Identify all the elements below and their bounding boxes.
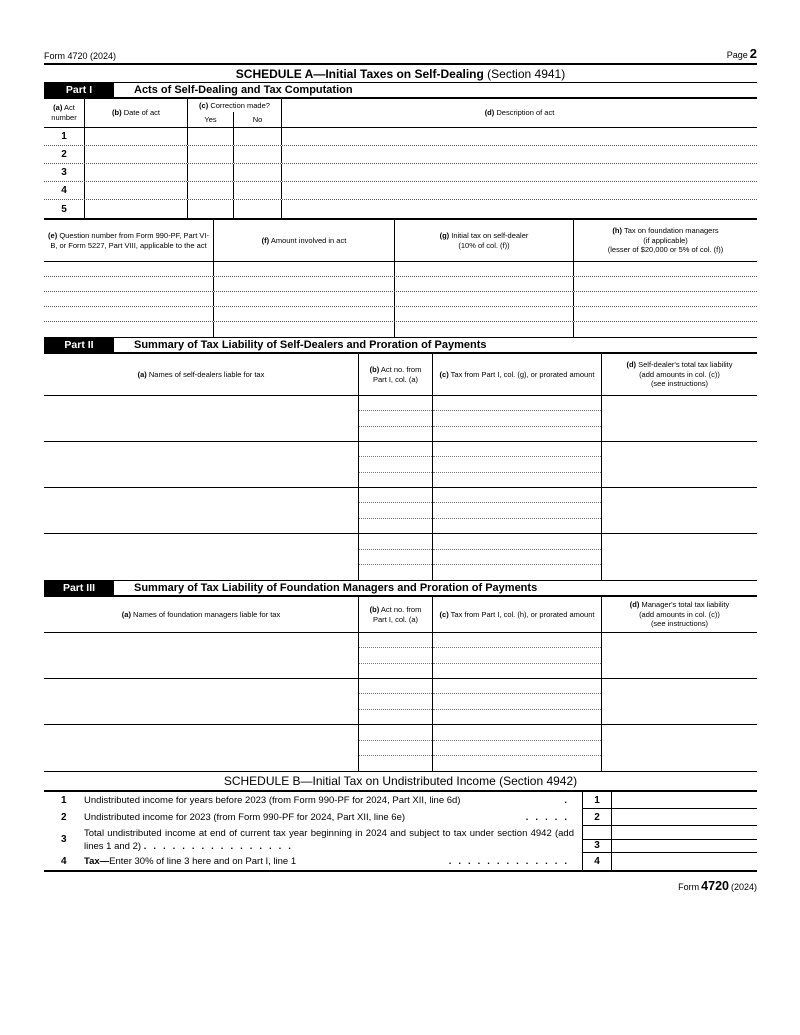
dot-leaders: ................ — [143, 840, 298, 852]
part3-group3-tax-cell-2[interactable] — [433, 741, 601, 757]
part2-body — [44, 396, 757, 580]
part1-row5-initial-tax-cell[interactable] — [395, 322, 574, 337]
part1-act-row-2 — [44, 146, 757, 164]
page-number: Page 2 — [726, 46, 757, 61]
part1-row3-correction-yes-cell[interactable] — [188, 164, 234, 181]
part2-group-4 — [44, 534, 757, 580]
part1-row3-correction-no-cell[interactable] — [234, 164, 282, 181]
part2-group-3 — [44, 488, 757, 534]
part3-group2-actno-cell-1[interactable] — [359, 679, 432, 694]
part1-row3-manager-tax-cell[interactable] — [574, 292, 757, 306]
part1-row2-date-cell[interactable] — [85, 146, 188, 163]
part3-group1-tax-cell-2[interactable] — [433, 648, 601, 663]
part1-row5-description-cell[interactable] — [282, 200, 757, 218]
part3-column-headers — [44, 597, 757, 633]
part3-group-3 — [44, 725, 757, 771]
part2-group3-actno-cell-2[interactable] — [359, 503, 432, 518]
part1-row5-number: 5 — [44, 200, 85, 218]
part2-group1-actno-cell-3[interactable] — [359, 427, 432, 441]
part2-group4-actno-cell-2[interactable] — [359, 550, 432, 566]
part3-group1-actno-cell-3[interactable] — [359, 664, 432, 678]
part1-efgh-row-4 — [44, 307, 757, 322]
part2-group1-tax-cell-1[interactable] — [433, 396, 601, 411]
part3-col-b-header: (b) Act no. from Part I, col. (a) — [359, 597, 433, 632]
dot-leaders: ..... — [525, 812, 574, 823]
part1-row2-number: 2 — [44, 146, 85, 163]
part1-row5-question-cell[interactable] — [44, 322, 214, 337]
part3-group1-names-cell[interactable] — [44, 633, 359, 678]
schedb-line2-number: 2 — [61, 812, 67, 823]
schedb-line4-text: Tax—Enter 30% of line 3 here and on Part I, line 1 ............. — [84, 856, 574, 867]
part2-group3-tax-cell-1[interactable] — [433, 488, 601, 503]
part3-body — [44, 633, 757, 772]
part1-row2-amount-cell[interactable] — [214, 277, 395, 291]
part1-header-bar — [44, 82, 757, 99]
part1-efgh-rows — [44, 262, 757, 337]
part3-group3-names-cell[interactable] — [44, 725, 359, 771]
part1-act-rows — [44, 128, 757, 220]
part1-row4-amount-cell[interactable] — [214, 307, 395, 321]
schedb-line3-entry-area — [582, 826, 757, 853]
part1-act-row-3 — [44, 164, 757, 182]
part2-group2-names-cell[interactable] — [44, 442, 359, 487]
part1-row3-amount-cell[interactable] — [214, 292, 395, 306]
part2-group1-total-cell[interactable] — [602, 396, 757, 441]
schedb-line1-text: Undistributed income for years before 2023 (from Form 990-PF for 2024, Part XII, line 6d) . — [84, 795, 574, 806]
dot-leaders: ............. — [448, 856, 574, 867]
part1-column-headers — [44, 99, 757, 128]
schedb-line3-number: 3 — [61, 834, 67, 845]
schedb-line3-box-spacer — [582, 826, 612, 840]
part2-group1-actno-cell-1[interactable] — [359, 396, 432, 411]
part1-row3-date-cell[interactable] — [85, 164, 188, 181]
form-id-text: Form 4720 (2024) — [44, 51, 117, 61]
part2-group3-tax-cell-3[interactable] — [433, 519, 601, 533]
schedb-line2-box-label: 2 — [582, 809, 612, 826]
part2-title: Summary of Tax Liability of Self-Dealers and Proration of Payments — [134, 339, 487, 351]
part2-group-2 — [44, 442, 757, 488]
part1-row3-initial-tax-cell[interactable] — [395, 292, 574, 306]
schedb-line2-text: Undistributed income for 2023 (from Form 990-PF for 2024, Part XII, line 6e) ..... — [84, 812, 574, 823]
part2-group4-tax-cell-3[interactable] — [433, 565, 601, 580]
part1-col-d-header: (d) Description of act — [484, 108, 555, 118]
schedb-line3-amount-spacer — [612, 826, 757, 840]
part1-row1-initial-tax-cell[interactable] — [395, 262, 574, 276]
part3-group2-total-cell[interactable] — [602, 679, 757, 724]
part1-row1-correction-yes-cell[interactable] — [188, 128, 234, 145]
part1-col-c-header — [188, 99, 282, 127]
part3-label: Part III — [44, 581, 114, 595]
part1-row4-manager-tax-cell[interactable] — [574, 307, 757, 321]
page-number-value: 2 — [749, 46, 757, 61]
part3-group3-tax-cell-3[interactable] — [433, 756, 601, 771]
part3-group2-tax-cell-1[interactable] — [433, 679, 601, 694]
part2-header-bar — [44, 337, 757, 354]
part1-row4-correction-yes-cell[interactable] — [188, 182, 234, 199]
part3-group3-actno-cell-2[interactable] — [359, 741, 432, 757]
schedb-line3-amount-cell[interactable] — [612, 840, 757, 854]
part2-group4-tax-cell-1[interactable] — [433, 534, 601, 550]
schedb-line1-box-label: 1 — [582, 792, 612, 809]
part3-group2-names-cell[interactable] — [44, 679, 359, 724]
part1-row1-amount-cell[interactable] — [214, 262, 395, 276]
part1-efgh-row-5 — [44, 322, 757, 337]
part1-column-headers-efgh — [44, 220, 757, 262]
schedb-line4-amount-cell[interactable] — [612, 853, 757, 870]
part3-group1-tax-cell-1[interactable] — [433, 633, 601, 648]
schedule-b-body — [44, 792, 757, 872]
schedb-line2-amount-cell[interactable] — [612, 809, 757, 826]
schedb-line-1 — [44, 792, 757, 809]
part3-group-2 — [44, 679, 757, 725]
part2-group3-actno-cell-3[interactable] — [359, 519, 432, 533]
part1-row3-question-cell[interactable] — [44, 292, 214, 306]
part2-label: Part II — [44, 338, 114, 352]
schedb-line-2 — [44, 809, 757, 826]
part1-efgh-row-2 — [44, 277, 757, 292]
schedb-line-4 — [44, 853, 757, 870]
schedb-line3-box-label: 3 — [582, 840, 612, 854]
part1-row1-number: 1 — [44, 128, 85, 145]
part3-col-a-header: (a) Names of foundation managers liable for tax — [44, 597, 359, 632]
part2-group3-tax-cell-2[interactable] — [433, 503, 601, 518]
part1-row2-correction-no-cell[interactable] — [234, 146, 282, 163]
part1-row3-number: 3 — [44, 164, 85, 181]
schedb-line1-amount-cell[interactable] — [612, 792, 757, 809]
part1-row1-correction-no-cell[interactable] — [234, 128, 282, 145]
part1-title: Acts of Self-Dealing and Tax Computation — [134, 84, 353, 96]
part1-col-e-header: (e) Question number from Form 990-PF, Part VI-B, or Form 5227, Part VIII, applicable to the act — [44, 220, 214, 261]
schedb-line-3 — [44, 826, 757, 853]
part1-row2-question-cell[interactable] — [44, 277, 214, 291]
part1-row2-initial-tax-cell[interactable] — [395, 277, 574, 291]
part1-row5-correction-no-cell[interactable] — [234, 200, 282, 218]
part3-title: Summary of Tax Liability of Foundation Managers and Proration of Payments — [134, 582, 538, 594]
part1-row4-question-cell[interactable] — [44, 307, 214, 321]
part2-group2-tax-cell-3[interactable] — [433, 473, 601, 487]
part3-group2-tax-cell-2[interactable] — [433, 694, 601, 709]
schedule-b-title: SCHEDULE B—Initial Tax on Undistributed Income (Section 4942) — [44, 772, 757, 792]
part2-col-b-header: (b) Act no. from Part I, col. (a) — [359, 354, 433, 395]
part1-col-a-header: (a) Act number — [44, 99, 85, 127]
part1-row4-initial-tax-cell[interactable] — [395, 307, 574, 321]
part1-row4-correction-no-cell[interactable] — [234, 182, 282, 199]
part3-group3-actno-cell-1[interactable] — [359, 725, 432, 741]
part2-group3-actno-cell-1[interactable] — [359, 488, 432, 503]
part2-group2-tax-cell-1[interactable] — [433, 442, 601, 457]
part2-group-1 — [44, 396, 757, 442]
part3-group1-tax-cell-3[interactable] — [433, 664, 601, 678]
part3-col-c-header: (c) Tax from Part I, col. (h), or prorated amount — [433, 597, 602, 632]
part1-act-row-5 — [44, 200, 757, 218]
part1-label: Part I — [44, 83, 114, 97]
part3-group2-tax-cell-3[interactable] — [433, 710, 601, 724]
part1-efgh-row-3 — [44, 292, 757, 307]
part2-group2-actno-cell-2[interactable] — [359, 457, 432, 472]
part1-row1-description-cell[interactable] — [282, 128, 757, 145]
part2-group2-actno-cell-3[interactable] — [359, 473, 432, 487]
part3-header-bar — [44, 580, 757, 597]
part2-group4-actno-cell-1[interactable] — [359, 534, 432, 550]
part2-group4-total-cell[interactable] — [602, 534, 757, 580]
schedule-a-title: SCHEDULE A—Initial Taxes on Self-Dealing (Section 4941) — [235, 67, 566, 81]
part2-group2-total-cell[interactable] — [602, 442, 757, 487]
part2-group3-names-cell[interactable] — [44, 488, 359, 533]
part3-group1-actno-cell-1[interactable] — [359, 633, 432, 648]
part3-group-1 — [44, 633, 757, 679]
part2-column-headers — [44, 354, 757, 396]
part2-col-d-header: (d) Self-dealer's total tax liability (add amounts in col. (c)) (see instructions) — [626, 359, 733, 389]
schedb-line1-number: 1 — [61, 795, 67, 806]
part3-group2-actno-cell-3[interactable] — [359, 710, 432, 724]
part2-col-c-header: (c) Tax from Part I, col. (g), or prorated amount — [433, 354, 602, 395]
part1-row2-manager-tax-cell[interactable] — [574, 277, 757, 291]
part2-group1-names-cell[interactable] — [44, 396, 359, 441]
dot-leaders: . — [564, 795, 574, 806]
part1-col-f-header: (f) Amount involved in act — [214, 220, 395, 261]
part1-row1-date-cell[interactable] — [85, 128, 188, 145]
part3-group1-actno-cell-2[interactable] — [359, 648, 432, 663]
part3-group3-tax-cell-1[interactable] — [433, 725, 601, 741]
part1-row2-correction-yes-cell[interactable] — [188, 146, 234, 163]
schedb-line4-box-label: 4 — [582, 853, 612, 870]
schedb-line4-number: 4 — [61, 856, 67, 867]
part3-group3-total-cell[interactable] — [602, 725, 757, 771]
part1-row4-number: 4 — [44, 182, 85, 199]
part1-row4-description-cell[interactable] — [282, 182, 757, 199]
part2-group4-tax-cell-2[interactable] — [433, 550, 601, 566]
part1-efgh-row-1 — [44, 262, 757, 277]
part2-group3-total-cell[interactable] — [602, 488, 757, 533]
part1-col-c-question: (c) Correction made? — [199, 100, 270, 110]
part2-group1-tax-cell-2[interactable] — [433, 411, 601, 426]
part2-group2-actno-cell-1[interactable] — [359, 442, 432, 457]
part1-col-h-header: (h) Tax on foundation managers (if applicable) (lesser of $20,000 or 5% of col. (f)) — [607, 225, 724, 255]
part1-col-c-yes-label: Yes — [188, 112, 234, 127]
part2-group4-names-cell[interactable] — [44, 534, 359, 580]
part1-act-row-4 — [44, 182, 757, 200]
part3-group1-total-cell[interactable] — [602, 633, 757, 678]
part3-group2-actno-cell-2[interactable] — [359, 694, 432, 709]
part2-group1-actno-cell-2[interactable] — [359, 411, 432, 426]
part1-row5-correction-yes-cell[interactable] — [188, 200, 234, 218]
part1-row5-amount-cell[interactable] — [214, 322, 395, 337]
part2-group1-tax-cell-3[interactable] — [433, 427, 601, 441]
part1-row5-manager-tax-cell[interactable] — [574, 322, 757, 337]
part3-col-d-header: (d) Manager's total tax liability (add amounts in col. (c)) (see instructions) — [629, 599, 730, 629]
part1-row3-description-cell[interactable] — [282, 164, 757, 181]
part1-row4-date-cell[interactable] — [85, 182, 188, 199]
part2-group4-actno-cell-3[interactable] — [359, 565, 432, 580]
part1-row2-description-cell[interactable] — [282, 146, 757, 163]
page-header — [44, 46, 757, 65]
page-footer: Form 4720 (2024) — [678, 879, 757, 893]
part1-act-row-1 — [44, 128, 757, 146]
page-content — [44, 46, 757, 893]
part1-row1-question-cell[interactable] — [44, 262, 214, 276]
schedb-line3-text: Total undistributed income at end of current tax year beginning in 2024 and subject to tax under section 4942 (add lines 1 and 2) ................ — [84, 827, 574, 852]
footer-form-number: 4720 — [701, 879, 729, 893]
part2-group2-tax-cell-2[interactable] — [433, 457, 601, 472]
part1-col-b-header: (b) Date of act — [85, 99, 188, 127]
part1-col-c-no-label: No — [252, 114, 263, 124]
part1-col-g-header: (g) Initial tax on self-dealer (10% of col. (f)) — [395, 220, 574, 261]
part1-row5-date-cell[interactable] — [85, 200, 188, 218]
part2-col-a-header: (a) Names of self-dealers liable for tax — [44, 354, 359, 395]
part3-group3-actno-cell-3[interactable] — [359, 756, 432, 771]
part1-row1-manager-tax-cell[interactable] — [574, 262, 757, 276]
